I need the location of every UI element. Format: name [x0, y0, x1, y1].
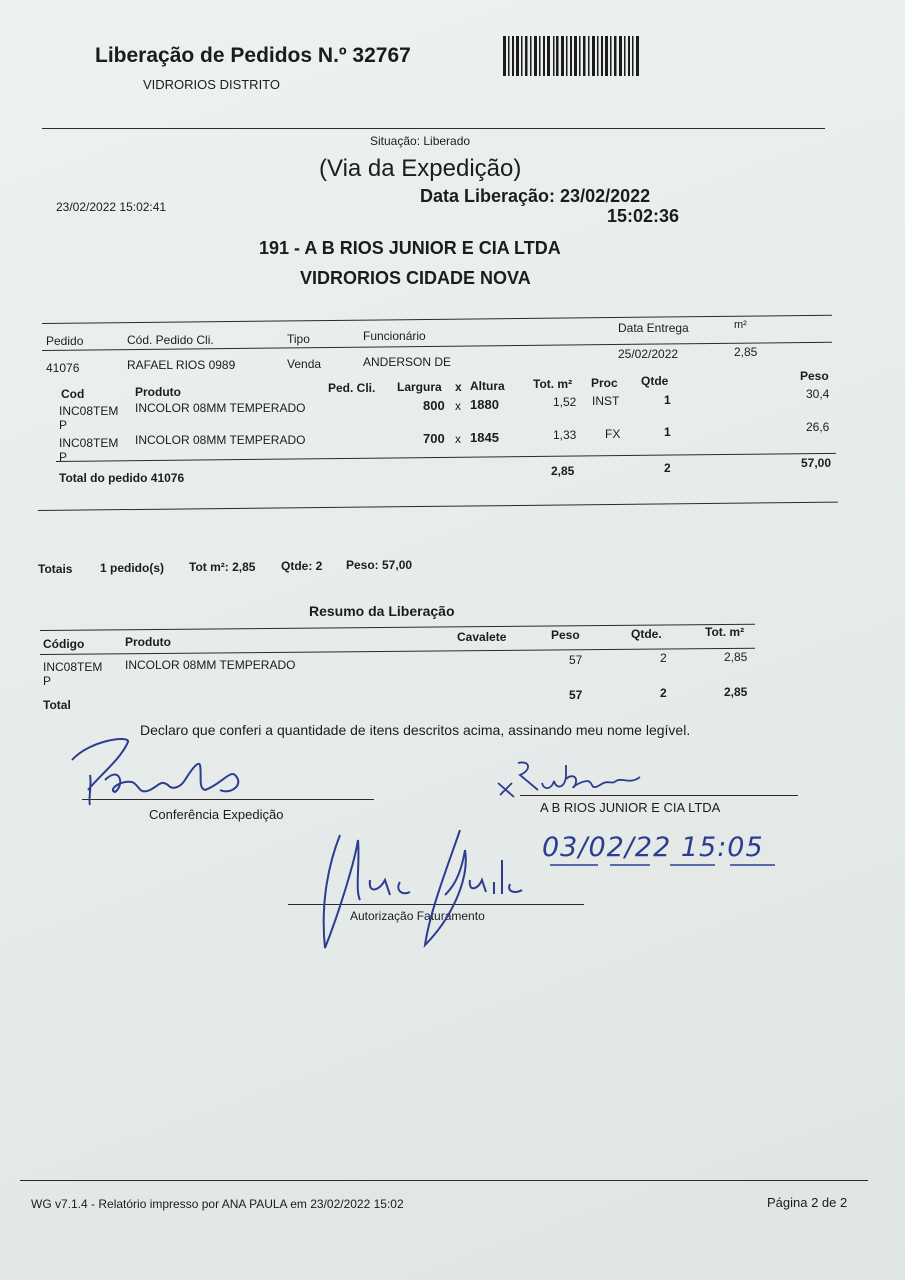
footer-page-number: Página 2 de 2 — [767, 1195, 848, 1210]
item-col-proc: Proc — [591, 376, 618, 390]
via-label: (Via da Expedição) — [319, 155, 522, 182]
totais-label: Totais — [38, 562, 73, 576]
item-altura: 1845 — [470, 430, 499, 445]
conferencia-signature — [60, 730, 280, 810]
col-data-entrega: Data Entrega — [618, 321, 689, 335]
resumo-codigo: INC08TEM — [43, 660, 103, 674]
data-liberacao-time: 15:02:36 — [607, 206, 680, 226]
col-m2: m² — [734, 319, 747, 331]
client-store: VIDRORIOS CIDADE NOVA — [300, 268, 531, 288]
item-largura: 800 — [423, 398, 445, 413]
item-peso: 30,4 — [806, 387, 830, 401]
resumo-total-label: Total — [43, 698, 71, 712]
autorizacao-signature — [310, 820, 530, 955]
item-tot-m2: 1,52 — [553, 395, 577, 409]
resumo-total-qtde: 2 — [660, 686, 667, 700]
resumo-peso: 57 — [569, 653, 583, 667]
order-tipo: Venda — [287, 357, 322, 371]
order-total-divider — [56, 453, 836, 462]
item-col-ped-cli: Ped. Cli. — [328, 381, 376, 395]
client-name: 191 - A B RIOS JUNIOR E CIA LTDA — [259, 238, 561, 258]
order-cod-cli: RAFAEL RIOS 0989 — [127, 358, 236, 372]
col-tipo: Tipo — [287, 332, 310, 346]
resumo-produto: INCOLOR 08MM TEMPERADO — [125, 658, 296, 672]
totais-m2: Tot m²: 2,85 — [189, 560, 256, 574]
item-produto: INCOLOR 08MM TEMPERADO — [135, 433, 306, 447]
item-peso: 26,6 — [806, 420, 830, 434]
printed-at: 23/02/2022 15:02:41 — [56, 200, 167, 214]
resumo-codigo-cont: P — [43, 674, 52, 688]
order-data-entrega: 25/02/2022 — [618, 347, 679, 361]
autorizacao-label: Autorização Faturamento — [350, 909, 485, 923]
declaration-text: Declaro que conferi a quantidade de itens descritos acima, assinando meu nome legível. — [140, 722, 691, 738]
item-qtde: 1 — [664, 425, 671, 439]
item-cod-cont: P — [59, 450, 68, 464]
item-col-peso: Peso — [800, 369, 829, 383]
item-col-largura: Largura — [397, 380, 442, 394]
footer-divider — [20, 1180, 868, 1181]
order-total-label: Total do pedido 41076 — [59, 471, 185, 485]
item-cod: INC08TEM — [59, 436, 119, 450]
order-top-divider — [42, 315, 832, 324]
barcode — [503, 36, 640, 76]
item-proc: FX — [605, 427, 621, 441]
item-cod-cont: P — [59, 418, 68, 432]
company-name: VIDRORIOS DISTRITO — [143, 77, 280, 92]
item-col-x: x — [455, 380, 462, 394]
resumo-total-tot-m2: 2,85 — [724, 685, 748, 699]
resumo-tot-m2: 2,85 — [724, 650, 748, 664]
col-cod-cli: Cód. Pedido Cli. — [127, 333, 214, 347]
col-funcionario: Funcionário — [363, 329, 426, 343]
header-divider — [42, 128, 825, 129]
order-total-qtde: 2 — [664, 461, 671, 475]
resumo-col-codigo: Código — [43, 637, 85, 651]
item-largura: 700 — [423, 431, 445, 446]
order-total-m2: 2,85 — [551, 464, 575, 478]
item-x: x — [455, 399, 461, 413]
item-col-qtde: Qtde — [641, 374, 669, 388]
resumo-qtde: 2 — [660, 651, 667, 665]
document-title: Liberação de Pedidos N.º 32767 — [95, 44, 411, 67]
item-col-altura: Altura — [470, 379, 505, 393]
resumo-col-qtde: Qtde. — [631, 627, 662, 641]
handwritten-date: 03/02/22 15:05 — [542, 832, 764, 863]
item-produto: INCOLOR 08MM TEMPERADO — [135, 401, 306, 415]
totais-peso: Peso: 57,00 — [346, 558, 413, 572]
footer-printed-by: WG v7.1.4 - Relatório impresso por ANA PAULA em 23/02/2022 15:02 — [31, 1197, 404, 1211]
order-pedido: 41076 — [46, 361, 80, 375]
item-x: x — [455, 432, 461, 446]
resumo-title: Resumo da Liberação — [309, 603, 455, 619]
item-proc: INST — [592, 394, 620, 408]
resumo-col-tot-m2: Tot. m² — [705, 625, 745, 639]
order-total-peso: 57,00 — [801, 456, 832, 470]
totais-pedidos: 1 pedido(s) — [100, 561, 165, 575]
item-col-produto: Produto — [135, 385, 181, 399]
resumo-total-peso: 57 — [569, 688, 583, 702]
client-signature-label: A B RIOS JUNIOR E CIA LTDA — [540, 800, 721, 815]
col-pedido: Pedido — [46, 334, 84, 348]
order-funcionario: ANDERSON DE — [363, 355, 452, 369]
totais-qtde: Qtde: 2 — [281, 559, 323, 573]
resumo-col-cavalete: Cavalete — [457, 630, 507, 644]
data-liberacao: Data Liberação: 23/02/2022 — [420, 186, 651, 206]
resumo-col-produto: Produto — [125, 635, 171, 649]
resumo-col-peso: Peso — [551, 628, 580, 642]
item-col-tot-m2: Tot. m² — [533, 377, 573, 391]
item-col-cod: Cod — [61, 387, 85, 401]
order-bottom-divider — [38, 502, 838, 511]
item-tot-m2: 1,33 — [553, 428, 577, 442]
handwritten-date-underline — [540, 860, 780, 870]
order-m2: 2,85 — [734, 345, 758, 359]
item-qtde: 1 — [664, 393, 671, 407]
item-cod: INC08TEM — [59, 404, 119, 418]
item-altura: 1880 — [470, 397, 499, 412]
conferencia-label: Conferência Expedição — [149, 807, 284, 822]
situacao-label: Situação: Liberado — [370, 134, 471, 148]
